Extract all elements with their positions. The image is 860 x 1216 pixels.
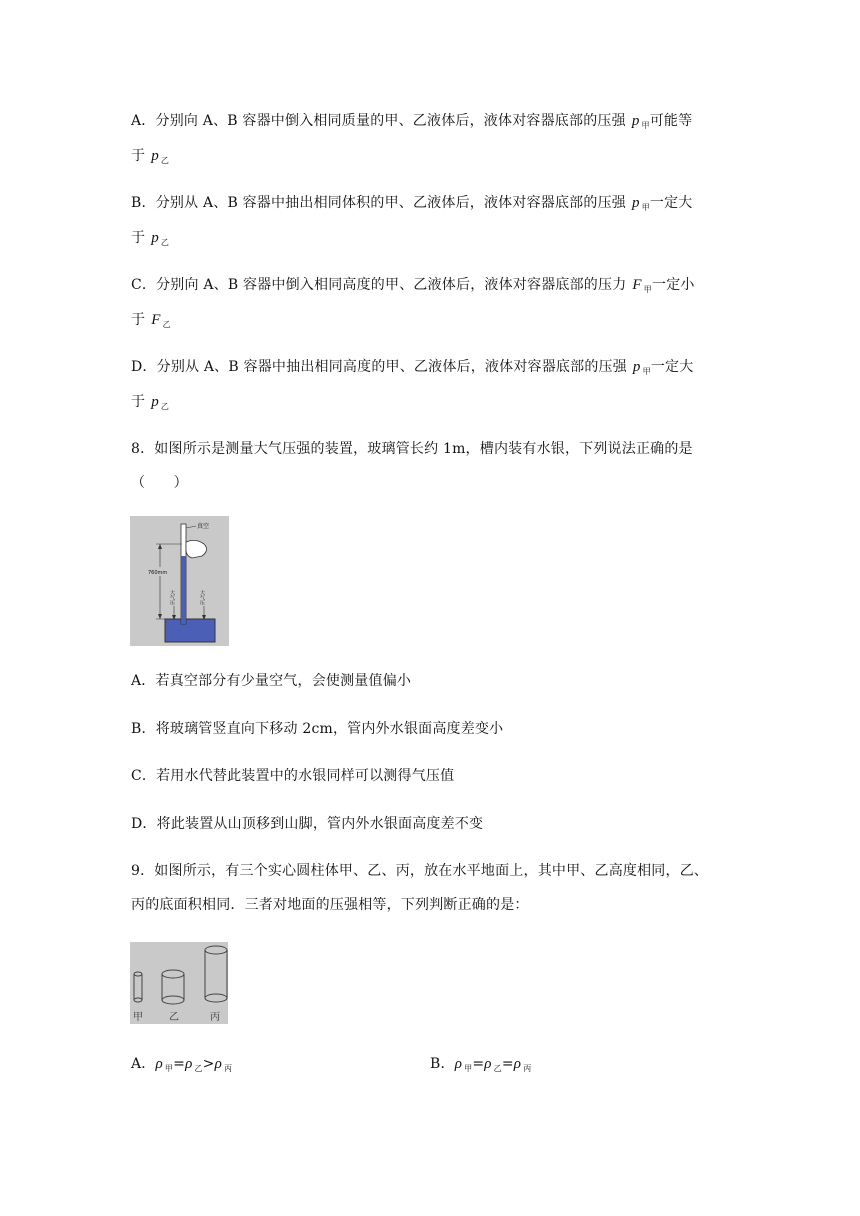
q9-option-a: A．ρ $_甲$=ρ $_乙$>ρ $_丙$ <box>131 1056 233 1073</box>
label-jia: 甲 <box>133 1012 143 1023</box>
q9-option-b: B．ρ $_甲$=ρ $_乙$=ρ $_丙$ <box>430 1056 532 1073</box>
q8-stem-line2: （ ） <box>131 475 188 491</box>
q7-option-d-line2: 于 p $_乙$ <box>131 394 170 411</box>
symbol-p: p <box>631 113 640 129</box>
q8-option-a: A．若真空部分有少量空气，会使测量值偏小 <box>131 673 412 689</box>
q7-option-a-line1: A．分别向 A、B 容器中倒入相同质量的甲、乙液体后，液体对容器底部的压强 p $_甲$可能等 <box>131 113 693 130</box>
pressure-label-left: 大气压 <box>169 590 175 605</box>
q8-stem-line1: 8．如图所示是测量大气压强的装置，玻璃管长约 1m，槽内装有水银，下列说法正确的是 <box>131 441 693 457</box>
label-bing: 丙 <box>210 1012 220 1023</box>
vacuum-label: 真空 <box>197 523 210 530</box>
height-label: 760mm <box>148 570 168 576</box>
q8-option-d: D．将此装置从山顶移到山脚，管内外水银面高度差不变 <box>131 816 484 832</box>
q8-option-b: B．将玻璃管竖直向下移动 2cm，管内外水银面高度差变小 <box>131 721 504 737</box>
q7-option-b-line1: B．分别从 A、B 容器中抽出相同体积的甲、乙液体后，液体对容器底部的压强 p $_甲$一定大 <box>131 195 693 212</box>
mercury-column <box>182 556 186 624</box>
q9-stem-line1: 9．如图所示，有三个实心圆柱体甲、乙、丙，放在水平地面上，其中甲、乙高度相同，乙、 <box>131 863 709 879</box>
mercury-trough <box>165 619 215 642</box>
q7-option-c-line1: C．分别向 A、B 容器中倒入相同高度的甲、乙液体后，液体对容器底部的压力 F $_甲$一定小 <box>131 277 695 294</box>
q7-option-c-line2: 于 F $_乙$ <box>131 312 171 329</box>
label-yi: 乙 <box>169 1012 179 1023</box>
q8-option-c: C．若用水代替此装置中的水银同样可以测得气压值 <box>131 768 455 784</box>
q7-option-a-line2: 于 p $_乙$ <box>131 148 170 165</box>
pressure-label-right: 大气压 <box>199 590 205 605</box>
q9-stem-line2: 丙的底面积相同．三者对地面的压强相等，下列判断正确的是： <box>131 897 529 913</box>
cylinders-figure <box>130 942 228 1024</box>
barometer-figure <box>130 516 229 646</box>
q7-option-d-line1: D．分别从 A、B 容器中抽出相同高度的甲、乙液体后，液体对容器底部的压强 p $_甲$一定大 <box>131 359 694 376</box>
q7-option-b-line2: 于 p $_乙$ <box>131 230 170 247</box>
